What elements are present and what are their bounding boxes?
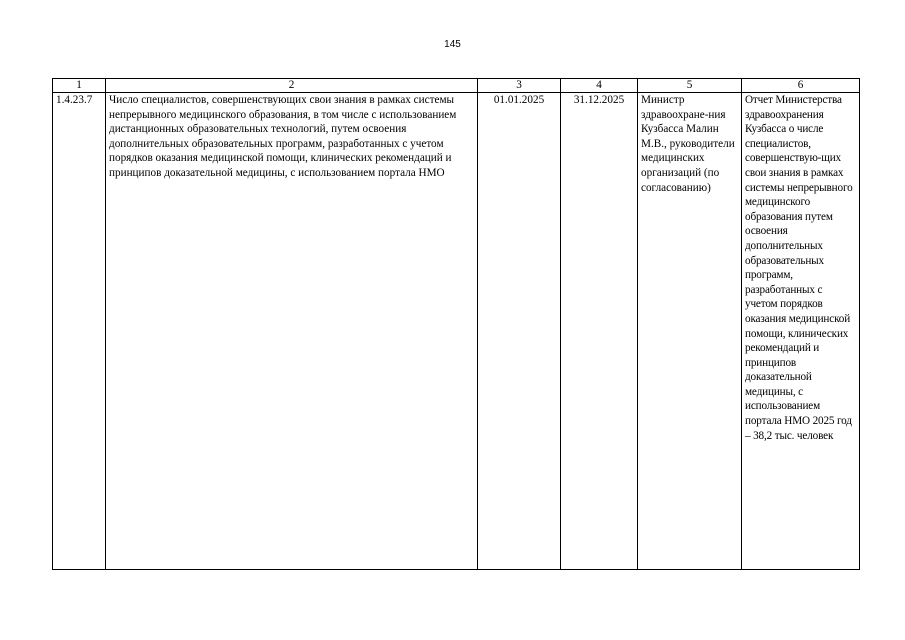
start-date-cell: 01.01.2025 [478, 93, 561, 570]
column-header-1: 1 [53, 79, 106, 93]
responsible-cell: Министр здравоохране-ния Кузбасса Малин М.В., руководители медицинских организаций (по согласованию) [638, 93, 742, 570]
column-header-6: 6 [742, 79, 860, 93]
column-header-5: 5 [638, 79, 742, 93]
end-date-cell: 31.12.2025 [561, 93, 638, 570]
row-number-cell: 1.4.23.7 [53, 93, 106, 570]
measures-table [52, 78, 860, 570]
table-header-row [53, 79, 860, 93]
page-number: 145 [444, 39, 461, 50]
column-header-2: 2 [106, 79, 478, 93]
column-header-3: 3 [478, 79, 561, 93]
indicator-cell: Число специалистов, совершенствующих свои знания в рамках системы непрерывного медицинского образования, в том числе с использованием дистанционных образовательных технологий, путем освоения дополнительных образовательных программ, разработанных с учетом порядков оказания медицинской помощи, клинических рекомендаций и принципов доказательной медицины, с использованием портала НМО [106, 93, 478, 570]
result-cell: Отчет Министерства здравоохранения Кузбасса о числе специалистов, совершенствую-щих свои знания в рамках системы непрерывного медицинского образования путем освоения дополнительных образовательных программ, разработанных с учетом порядков оказания медицинской помощи, клинических рекомендаций и принципов доказательной медицины, с использованием портала НМО 2025 год – 38,2 тыс. человек [742, 93, 860, 570]
table-row [53, 93, 860, 570]
column-header-4: 4 [561, 79, 638, 93]
